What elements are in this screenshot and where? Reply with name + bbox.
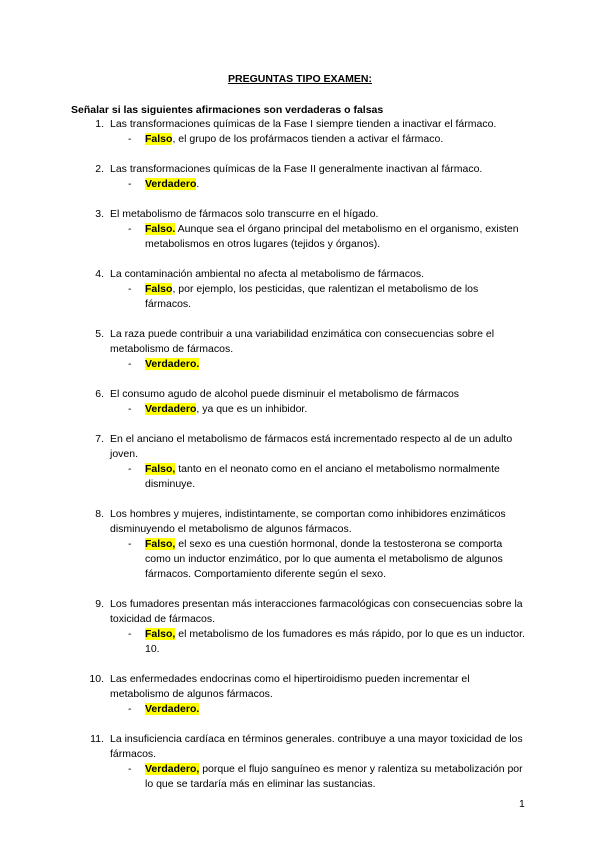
item-number: 6. [95,388,104,400]
question-text: El metabolismo de fármacos solo transcurre en el hígado. [110,208,379,220]
answer-verdict: Falso. [145,223,176,235]
list-item [0,387,600,417]
item-number: 11. [90,733,104,745]
bullet-dash: - [128,358,132,370]
answer-verdict: Verdadero. [145,703,200,715]
answer-explanation: Aunque sea el órgano principal del metabolismo en el organismo, existen metabolismos en otros lugares (tejidos y órganos). [145,223,519,250]
bullet-dash: - [128,763,132,775]
bullet-dash: - [128,283,132,295]
answer [128,537,525,582]
answer-explanation: el metabolismo de los fumadores es más rápido, por lo que es un inductor. 10. [145,628,525,655]
answer [128,132,525,147]
answer-verdict: Falso, [145,463,176,475]
answer-verdict: Falso [145,133,173,145]
answer [128,762,525,792]
question-text: Los fumadores presentan más interacciones farmacológicas con consecuencias sobre la toxicidad de fármacos. [110,598,523,625]
answer-explanation: el sexo es una cuestión hormonal, donde la testosterona se comporta como un inductor enzimático, por lo que aumenta el metabolismo de algunos fármacos. Comportamiento diferente según el sexo. [145,538,503,580]
question-text: En el anciano el metabolismo de fármacos está incrementado respecto al de un adulto joven. [110,433,513,460]
list-item [0,597,600,657]
answer-verdict: Verdadero [145,403,197,415]
answer-verdict: Verdadero, [145,763,200,775]
item-number: 7. [95,433,104,445]
answer-explanation: , el grupo de los profármacos tienden a activar el fármaco. [172,133,444,145]
question-text: El consumo agudo de alcohol puede disminuir el metabolismo de fármacos [110,388,460,400]
question-text: La raza puede contribuir a una variabilidad enzimática con consecuencias sobre el metabolismo de fármacos. [110,328,495,355]
answer-verdict: Falso, [145,538,176,550]
bullet-dash: - [128,703,132,715]
answer [128,282,525,312]
answer-verdict: Verdadero. [145,358,200,370]
answer-explanation: porque el flujo sanguíneo es menor y ralentiza su metabolización por lo que se tardaría más en eliminar las sustancias. [145,763,523,790]
question-text: Las transformaciones químicas de la Fase II generalmente inactivan al fármaco. [110,163,483,175]
item-number: 5. [95,328,104,340]
answer-explanation: , ya que es un inhibidor. [196,403,308,415]
instructions-heading: Señalar si las siguientes afirmaciones son verdaderas o falsas [71,104,384,116]
answer [128,462,525,492]
item-number: 9. [95,598,104,610]
item-number: 8. [95,508,104,520]
bullet-dash: - [128,133,132,145]
item-number: 3. [95,208,104,220]
page-title: PREGUNTAS TIPO EXAMEN: [228,73,372,85]
item-number: 1. [95,118,104,130]
item-number: 2. [95,163,104,175]
answer [128,402,525,417]
bullet-dash: - [128,178,132,190]
item-number: 10. [89,673,104,685]
answer-verdict: Verdadero [145,178,197,190]
bullet-dash: - [128,223,132,235]
bullet-dash: - [128,463,132,475]
question-text: La contaminación ambiental no afecta al metabolismo de fármacos. [110,268,425,280]
item-number: 4. [95,268,104,280]
list-item [0,672,600,717]
list-item [0,732,600,792]
answer [128,702,525,717]
answer [128,222,525,252]
answer [128,357,525,372]
page-number: 1 [519,798,525,810]
answer-explanation: . [196,178,200,190]
question-text: La insuficiencia cardíaca en términos generales. contribuye a una mayor toxicidad de los fármacos. [110,733,523,760]
bullet-dash: - [128,538,132,550]
question-list [0,117,600,807]
list-item [0,327,600,372]
list-item [0,267,600,312]
bullet-dash: - [128,628,132,640]
question-text: Las transformaciones químicas de la Fase I siempre tienden a inactivar el fármaco. [110,118,497,130]
answer-verdict: Falso [145,283,173,295]
answer-explanation: tanto en el neonato como en el anciano el metabolismo normalmente disminuye. [145,463,500,490]
list-item [0,507,600,582]
list-item [0,162,600,192]
answer [128,177,525,192]
answer [128,627,525,657]
list-item [0,207,600,252]
answer-verdict: Falso, [145,628,176,640]
question-text: Las enfermedades endocrinas como el hipertiroidismo pueden incrementar el metabolismo de algunos fármacos. [110,673,470,700]
bullet-dash: - [128,403,132,415]
answer-explanation: , por ejemplo, los pesticidas, que ralentizan el metabolismo de los fármacos. [145,283,479,310]
list-item [0,117,600,147]
question-text: Los hombres y mujeres, indistintamente, se comportan como inhibidores enzimáticos disminuyendo el metabolismo de algunos fármacos. [110,508,506,535]
list-item [0,432,600,492]
